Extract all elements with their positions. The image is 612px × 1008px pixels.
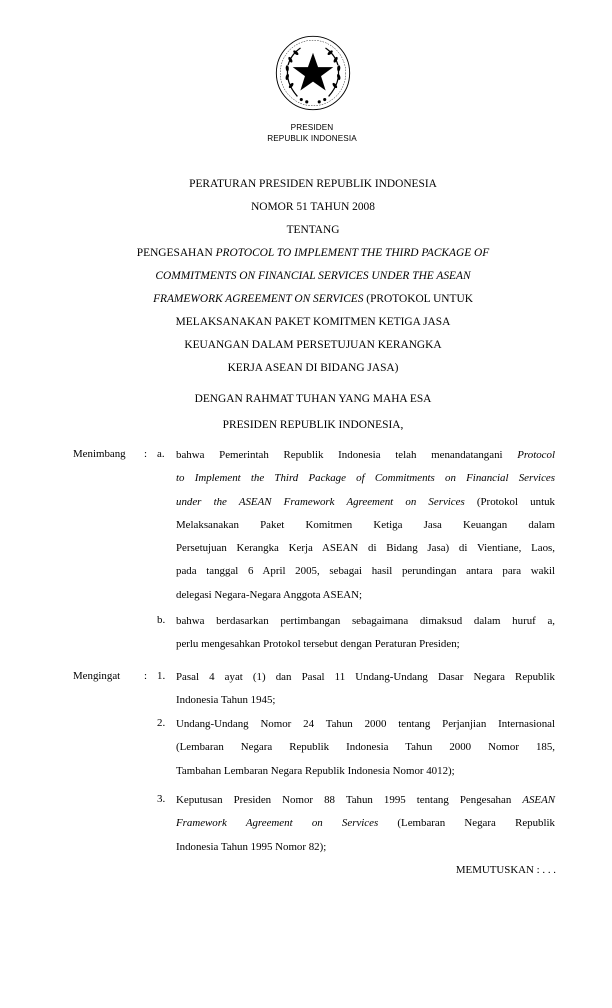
doc-number: NOMOR 51 TAHUN 2008 xyxy=(251,201,375,213)
mengingat-item-3: Keputusan Presiden Nomor 88 Tahun 1995 tentang Pengesahan ASEAN Framework Agreement on Services (Lembaran Negara Republik Indonesia Tahun 1995 Nomor 82); xyxy=(176,794,556,853)
menimbang-marker-b: b. xyxy=(157,614,166,626)
subject-line-4: MELAKSANAKAN PAKET KOMITMEN KETIGA JASA xyxy=(175,316,451,328)
menimbang-label: Menimbang xyxy=(73,448,126,460)
subject-line-1: PENGESAHAN PROTOCOL TO IMPLEMENT THE THIRD PACKAGE OF xyxy=(136,247,490,259)
subject-line-2: COMMITMENTS ON FINANCIAL SERVICES UNDER THE ASEAN xyxy=(155,270,471,282)
mengingat-item-2: Undang-Undang Nomor 24 Tahun 2000 tentang Perjanjian Internasional (Lembaran Negara Republik Indonesia Tahun 2000 Nomor 185, Tambahan Lembaran Negara Republik Indonesia Nomor 4012); xyxy=(176,718,555,777)
mengingat-label: Mengingat xyxy=(73,670,121,682)
mengingat-colon: : xyxy=(144,670,148,682)
president-line: PRESIDEN REPUBLIK INDONESIA, xyxy=(222,419,404,431)
mengingat-item-1: Pasal 4 ayat (1) dan Pasal 11 Undang-Undang Dasar Negara Republik Indonesia Tahun 1945; xyxy=(176,671,555,707)
presidential-seal-icon xyxy=(274,34,352,112)
menimbang-marker-a: a. xyxy=(157,448,165,460)
subject-line-3: FRAMEWORK AGREEMENT ON SERVICES (PROTOKOL UNTUK xyxy=(153,293,473,305)
doc-title: PERATURAN PRESIDEN REPUBLIK INDONESIA xyxy=(189,178,437,190)
menimbang-colon: : xyxy=(144,448,148,460)
header-line-republik: REPUBLIK INDONESIA xyxy=(267,134,357,143)
subject-line-6: KERJA ASEAN DI BIDANG JASA) xyxy=(227,362,399,374)
memutuskan-continuation: MEMUTUSKAN : . . . xyxy=(455,864,556,876)
subject-line-5: KEUANGAN DALAM PERSETUJUAN KERANGKA xyxy=(184,339,442,351)
mengingat-marker-3: 3. xyxy=(157,793,166,805)
mengingat-marker-2: 2. xyxy=(157,717,166,729)
menimbang-item-b: bahwa berdasarkan pertimbangan sebagaimana dimaksud dalam huruf a, perlu mengesahkan Protokol tersebut dengan Peraturan Presiden; xyxy=(176,615,555,651)
invocation: DENGAN RAHMAT TUHAN YANG MAHA ESA xyxy=(194,393,432,405)
header-line-presiden: PRESIDEN xyxy=(290,123,334,132)
mengingat-marker-1: 1. xyxy=(157,670,166,682)
menimbang-item-a: bahwa Pemerintah Republik Indonesia telah menandatangani Protocol to Implement the Third Package of Commitments on Financial Services under the ASEAN Framework Agreement on Services (Protokol untuk Melaksanakan Paket Komitmen Ketiga Jasa Keuangan dalam Persetujuan Kerangka Kerja ASEAN di Bidang Jasa) di Vientiane, Laos, pada tanggal 6 April 2005, sebagai hasil perundingan antara para wakil delegasi Negara-Negara Anggota ASEAN; xyxy=(176,449,555,601)
doc-tentang: TENTANG xyxy=(286,224,340,236)
